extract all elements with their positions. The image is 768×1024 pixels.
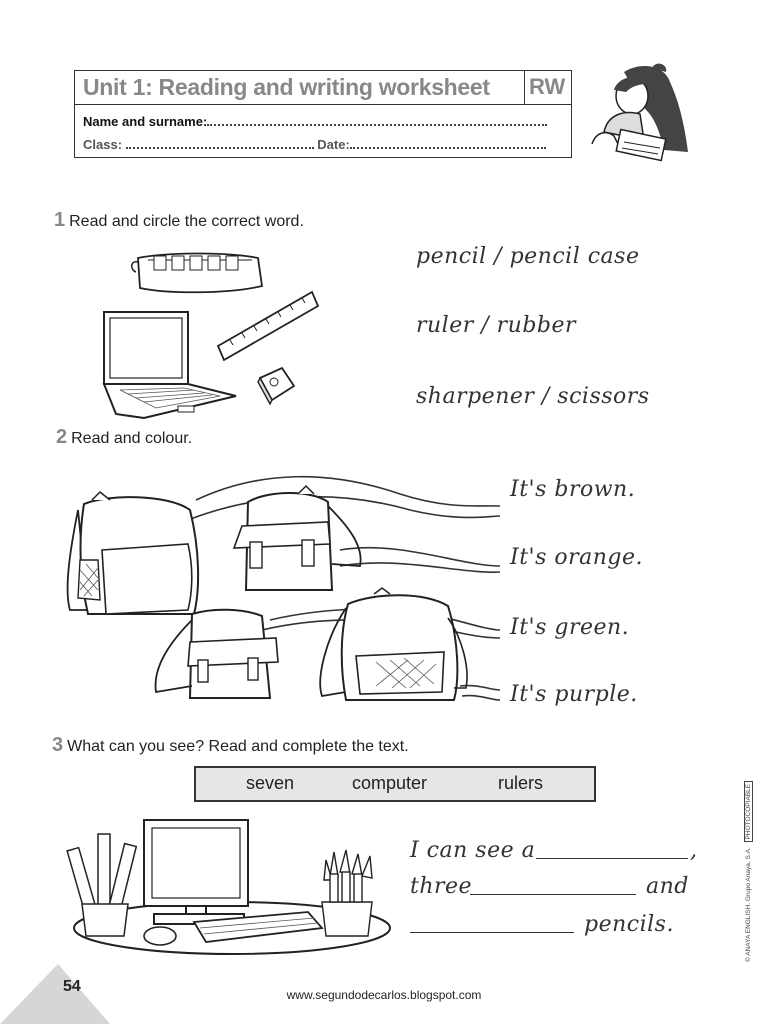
exercise-3-number: 3 (52, 734, 64, 756)
exercise-3-instruction: What can you see? Read and complete the text. (67, 738, 409, 755)
desk-scene-illustration (68, 816, 398, 956)
backpack-4-illustration (316, 588, 472, 706)
copyright-text: © ANAYA ENGLISH. Grupo Anaya, S.A. (745, 847, 752, 962)
worksheet-title: Unit 1: Reading and writing worksheet (83, 74, 490, 100)
word-rulers: rulers (498, 773, 544, 793)
exercise-2-number: 2 (56, 426, 68, 448)
word-computer: computer (352, 773, 428, 793)
text-line-2-start: three (410, 874, 473, 899)
text-line-2-end: and (646, 874, 689, 899)
photocopiable-label: PHOTOCOPIABLE (744, 781, 753, 843)
backpack-3-illustration (152, 606, 284, 702)
word-seven: seven (246, 773, 295, 793)
backpack-1-illustration (58, 490, 204, 620)
text-line-3-end: pencils. (584, 912, 674, 937)
text-line-1-start: I can see a (410, 838, 536, 863)
word-bank (194, 766, 596, 802)
exercise-1-number: 1 (54, 209, 66, 231)
exercise-3-title (52, 734, 409, 757)
page-number: 54 (63, 978, 81, 995)
option-1[interactable]: pencil / pencil case (416, 244, 640, 269)
blank-1[interactable] (536, 858, 688, 859)
footer-url[interactable]: www.segundodecarlos.blogspot.com (286, 988, 482, 1002)
exercise-1-instruction: Read and circle the correct word. (69, 213, 304, 230)
sentence-green: It's green. (510, 615, 630, 640)
sentence-brown: It's brown. (510, 477, 636, 502)
text-line-1-end: , (690, 838, 698, 863)
class-label: Class: (83, 137, 123, 152)
sentence-orange: It's orange. (510, 545, 644, 570)
sentence-purple: It's purple. (510, 682, 638, 707)
exercise-2-instruction: Read and colour. (71, 430, 193, 447)
option-2[interactable]: ruler / rubber (416, 313, 577, 338)
blank-2[interactable] (470, 894, 636, 895)
option-3[interactable]: sharpener / scissors (416, 384, 650, 409)
worksheet-code: RW (529, 74, 566, 99)
backpack-2-illustration (228, 486, 366, 594)
name-label: Name and surname: (83, 114, 208, 129)
blank-3[interactable] (410, 932, 574, 933)
copyright-vertical (745, 781, 752, 962)
date-label: Date: (317, 137, 350, 152)
